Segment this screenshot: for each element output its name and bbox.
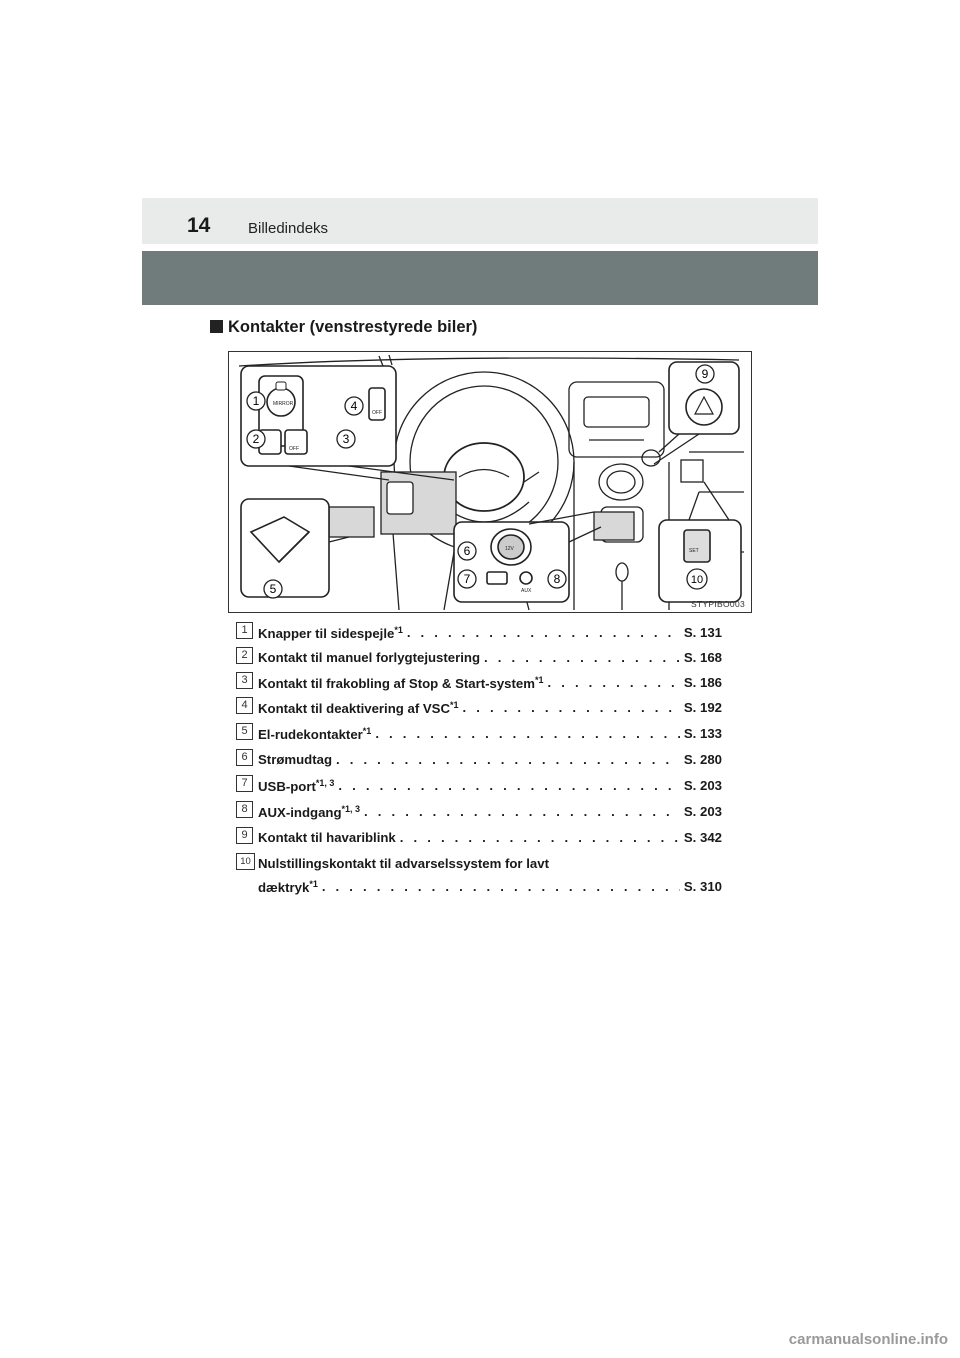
index-item <box>236 723 722 747</box>
footnote-ref: *1 <box>394 625 403 635</box>
dashboard-illustration <box>229 352 751 612</box>
tpms-set-label: SET <box>689 548 699 554</box>
callout-3: 3 <box>342 432 350 446</box>
item-label: dæktryk$^{*1}$ <box>258 879 318 895</box>
aux-label: AUX <box>521 588 532 594</box>
item-label: Strømudtag <box>258 752 332 767</box>
item-number-badge: 4 <box>236 697 253 714</box>
item-label-line1: Nulstillingskontakt til advarselssystem for lavt <box>258 856 549 871</box>
item-number-badge: 8 <box>236 801 253 818</box>
item-number-badge: 10 <box>236 853 255 870</box>
mirror-label: MIRROR <box>273 401 294 407</box>
chapter-title: Billedindeks <box>248 220 329 237</box>
index-item <box>236 853 722 899</box>
callout-1: 1 <box>252 394 260 408</box>
header-bar <box>142 198 818 244</box>
page-ref[interactable]: S. 203 <box>683 778 722 793</box>
item-label: Kontakt til deaktivering af VSC$^{*1}$ <box>258 700 459 716</box>
page-ref[interactable]: S. 168 <box>683 650 722 665</box>
item-label: USB-port$^{*1, 3}$ <box>258 778 335 794</box>
item-label: Knapper til sidespejle$^{*1}$ <box>258 625 403 641</box>
switches-figure <box>228 351 752 613</box>
item-label: AUX-indgang$^{*1, 3}$ <box>258 804 361 820</box>
callout-10: 10 <box>690 574 704 586</box>
item-number-badge: 6 <box>236 749 253 766</box>
footnote-ref: *1, 3 <box>341 804 361 814</box>
callout-2: 2 <box>252 432 260 446</box>
page-ref[interactable]: S. 280 <box>683 752 722 767</box>
callout-4: 4 <box>350 399 358 413</box>
watermark-footer: carmanualsonline.info <box>788 1331 948 1348</box>
page-number: 14 <box>187 214 211 237</box>
callout-7: 7 <box>463 572 471 586</box>
page-ref[interactable]: S. 203 <box>683 804 722 819</box>
index-item <box>236 647 722 671</box>
item-label: El-rudekontakter$^{*1}$ <box>258 726 372 742</box>
item-number-badge: 7 <box>236 775 253 792</box>
index-item <box>236 801 722 825</box>
index-item <box>236 775 722 799</box>
stop-start-off-label: OFF <box>289 446 299 452</box>
item-number-badge: 5 <box>236 723 253 740</box>
socket-12v-label: 12V <box>505 546 514 552</box>
callout-8: 8 <box>553 572 561 586</box>
callout-6: 6 <box>463 544 471 558</box>
chapter-band <box>142 251 818 305</box>
item-number-badge: 9 <box>236 827 253 844</box>
index-item <box>236 749 722 773</box>
index-item <box>236 827 722 851</box>
item-label: Kontakt til frakobling af Stop & Start-system$^{*1}$ <box>258 675 544 691</box>
item-label: Kontakt til manuel forlygtejustering <box>258 650 481 665</box>
page-ref[interactable]: S. 192 <box>683 700 722 715</box>
figure-code: STYPIBO003 <box>690 599 745 609</box>
square-bullet-icon <box>210 320 223 333</box>
index-item <box>236 622 722 646</box>
footnote-ref: *1 <box>534 675 544 685</box>
index-item <box>236 697 722 721</box>
item-label: Kontakt til havariblink <box>258 830 396 845</box>
item-number-badge: 2 <box>236 647 253 664</box>
index-item <box>236 672 722 696</box>
callout-5: 5 <box>269 582 277 596</box>
footnote-ref: *1 <box>309 879 318 889</box>
page-ref[interactable]: S. 133 <box>683 726 722 741</box>
page-ref[interactable]: S. 342 <box>683 830 722 845</box>
callout-9: 9 <box>701 367 709 381</box>
page-ref[interactable]: S. 310 <box>683 879 722 894</box>
page-ref[interactable]: S. 131 <box>683 625 722 640</box>
vsc-off-label: OFF <box>372 410 382 416</box>
footnote-ref: *1 <box>450 700 459 710</box>
page-ref[interactable]: S. 186 <box>683 675 722 690</box>
item-number-badge: 1 <box>236 622 253 639</box>
footnote-ref: *1, 3 <box>315 778 335 788</box>
item-number-badge: 3 <box>236 672 253 689</box>
section-title: Kontakter (venstrestyrede biler) <box>210 318 477 337</box>
footnote-ref: *1 <box>362 726 372 736</box>
